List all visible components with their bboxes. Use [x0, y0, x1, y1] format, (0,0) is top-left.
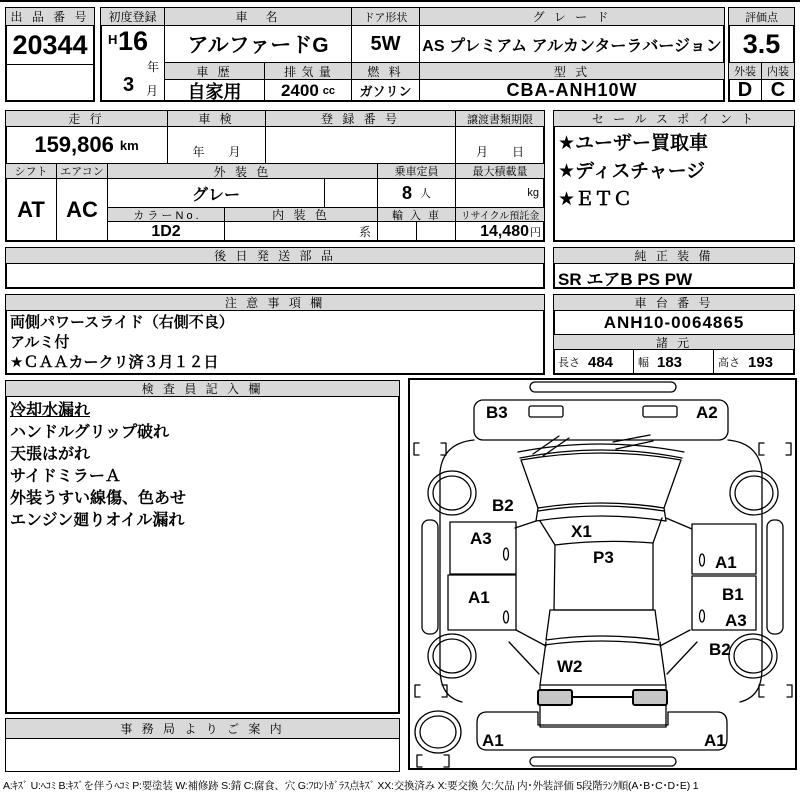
model-label: 型 式 — [419, 62, 725, 80]
max-load-value: kg — [455, 178, 545, 208]
dim-length-label: 長さ — [558, 357, 580, 369]
rear-garnish-strip — [530, 757, 676, 766]
panel-label-left-front-door: A3 — [470, 529, 492, 548]
transfer-value: 月 日 — [455, 126, 545, 164]
model-value: CBA-ANH10W — [419, 79, 725, 102]
door-label: ドア形状 — [351, 7, 420, 26]
mileage-unit: km — [119, 137, 139, 153]
front-garnish-strip — [530, 382, 676, 392]
first-reg-month: 3 — [123, 74, 135, 96]
aircon-value: AC — [56, 178, 108, 242]
panel-label-left-rear-door: A1 — [468, 588, 490, 607]
chassis-value: ANH10-0064865 — [553, 310, 795, 335]
wheel-front-left — [428, 471, 476, 515]
mileage-value — [5, 126, 168, 164]
running-board-left — [422, 520, 438, 634]
inspector-line: サイドミラーＡ — [10, 468, 121, 485]
inspection-value: 年 月 — [167, 126, 266, 164]
panel-label-right-front-door: A1 — [715, 553, 737, 572]
note-line: ★ＣＡＡカークリ済３月１２日 — [10, 354, 219, 371]
inspector-lines — [10, 400, 395, 532]
panel-label-left-fender: B2 — [492, 496, 514, 515]
history-value: 自家用 — [164, 79, 265, 102]
ext-color-sub-cell — [324, 178, 378, 208]
dim-width — [633, 349, 714, 375]
notes-label: 注 意 事 項 欄 — [5, 294, 545, 311]
rear-window — [546, 610, 659, 640]
inspector-line: 天張はがれ — [10, 446, 91, 463]
panel-label-rear-bumper-right: A1 — [704, 731, 726, 750]
inspector-line: エンジン廻りオイル漏れ — [10, 512, 185, 529]
int-color-label: 内 装 色 — [224, 207, 378, 222]
ext-color-value: グレー — [107, 178, 325, 208]
office-label: 事 務 局 よ り ご 案 内 — [5, 718, 400, 739]
car-name-value: アルファードG — [164, 25, 352, 63]
mileage-label: 走 行 — [5, 110, 168, 127]
sales-points-list — [558, 130, 792, 214]
ext-color-label: 外 装 色 — [107, 163, 378, 179]
displacement-value — [264, 79, 352, 102]
wheel-rear-left — [428, 634, 476, 678]
note-line: アルミ付 — [10, 334, 70, 351]
grade-value: AS プレミアム アルカンターラバージョン — [419, 25, 725, 63]
capacity-label: 乗車定員 — [377, 163, 456, 179]
equipment-label: 純 正 装 備 — [553, 247, 795, 264]
shift-label: シフト — [5, 163, 57, 179]
interior-grade-label: 内装 — [761, 62, 795, 80]
fuel-value: ガソリン — [351, 79, 420, 102]
interior-grade-value: C — [761, 79, 795, 102]
door-value: 5W — [351, 25, 420, 63]
color-no-value: 1D2 — [107, 221, 225, 242]
reg-number-value — [265, 126, 456, 164]
panel-label-rear-bumper-left: A1 — [482, 731, 504, 750]
recycle-unit: 円 — [530, 226, 541, 239]
first-reg-cell — [100, 25, 165, 102]
panel-label-right-rear-fender: B2 — [709, 640, 731, 659]
exterior-grade-label: 外装 — [728, 62, 762, 80]
first-reg-era: H — [108, 32, 118, 47]
wheel-front-right — [730, 471, 778, 515]
panel-label-front-right: A2 — [696, 403, 718, 422]
first-reg-year: 16 — [118, 26, 149, 56]
running-board-right — [767, 520, 783, 634]
panel-label-right-rear-door-lower: A3 — [725, 611, 747, 630]
fuel-label: 燃 料 — [351, 62, 420, 80]
color-no-label: カ ラ ー N o . — [107, 207, 225, 222]
inspection-label: 車 検 — [167, 110, 266, 127]
front-bumper-panel — [474, 400, 728, 440]
body-side-lines — [440, 440, 762, 702]
panel-label-tailgate: W2 — [557, 657, 583, 676]
history-label: 車 歴 — [164, 62, 265, 80]
shift-value: AT — [5, 178, 57, 242]
import-label: 輸 入 車 — [377, 207, 456, 222]
inspector-line: ハンドルグリップ破れ — [10, 424, 170, 441]
capacity-unit: 人 — [420, 188, 431, 200]
recycle-number: 14,480 — [480, 222, 529, 240]
chassis-label: 車 台 番 号 — [553, 294, 795, 311]
notes-lines — [10, 313, 540, 373]
capacity-number: 8 — [401, 182, 412, 203]
car-name-label: 車 名 — [164, 7, 352, 26]
first-reg-year-unit: 年 — [146, 60, 159, 74]
dim-height-label: 高さ — [718, 357, 740, 369]
dim-length-value: 484 — [588, 353, 614, 371]
dim-height-value: 193 — [748, 353, 774, 371]
exterior-grade-value: D — [728, 79, 762, 102]
panel-label-cowl: X1 — [571, 522, 592, 541]
import-cell-2 — [416, 221, 456, 242]
headlight-right — [643, 406, 677, 417]
wiper-lines — [518, 435, 684, 458]
equipment-value: SR エアB PS PW — [558, 270, 693, 289]
displacement-unit: cc — [322, 84, 336, 97]
spec-label: 諸 元 — [553, 334, 795, 350]
panel-label-right-rear-door: B1 — [722, 585, 744, 604]
dim-width-label: 幅 — [638, 357, 649, 369]
cowl-lines — [515, 506, 692, 545]
spare-tire — [415, 711, 461, 753]
headlight-left — [529, 406, 563, 417]
transfer-label: 譲渡書類期限 — [455, 110, 545, 127]
import-cell-1 — [377, 221, 417, 242]
capacity-value — [377, 178, 456, 208]
rear-window-lower-line — [544, 641, 660, 645]
later-parts-label: 後 日 発 送 部 品 — [5, 247, 545, 264]
rear-bumper — [477, 712, 727, 750]
recycle-label: リサイクル預託金 — [455, 207, 545, 222]
recycle-value — [455, 221, 545, 242]
note-line: 両側パワースライド（右側不良） — [10, 314, 234, 331]
inspector-line: 冷却水漏れ — [10, 402, 91, 419]
displacement-number: 2400 — [280, 80, 319, 100]
displacement-label: 排 気 量 — [264, 62, 352, 80]
sales-point-item: ★ユーザー買取車 — [558, 133, 709, 154]
wheel-rear-right — [729, 634, 777, 678]
int-color-value: 系 — [224, 221, 378, 242]
dim-height — [713, 349, 795, 375]
grade-label: グ レ ー ド — [419, 7, 725, 26]
score-label: 評価点 — [728, 7, 795, 26]
taillight-right — [633, 690, 667, 705]
lot-number-label: 出 品 番 号 — [5, 7, 95, 26]
damage-diagram-box — [408, 378, 797, 770]
dim-width-value: 183 — [657, 353, 683, 371]
inspector-line: 外装うすい線傷、色あせ — [10, 490, 187, 507]
lot-number-value: 20344 — [5, 25, 95, 65]
reg-number-label: 登 録 番 号 — [265, 110, 456, 127]
score-value: 3.5 — [728, 25, 795, 63]
aircon-label: エアコン — [56, 163, 108, 179]
dim-length — [553, 349, 634, 375]
first-reg-month-unit: 月 — [145, 84, 158, 98]
sales-points-label: セ ー ル ス ポ イ ン ト — [553, 110, 795, 127]
mileage-number: 159,806 — [34, 132, 114, 157]
sales-point-item: ★ＥＴＣ — [558, 189, 633, 210]
taillight-left — [538, 690, 572, 705]
windshield — [521, 453, 681, 508]
panel-label-front-left: B3 — [486, 403, 508, 422]
car-top-view-diagram — [410, 380, 795, 768]
panel-label-roof: P3 — [593, 548, 614, 567]
max-load-label: 最大積載量 — [455, 163, 545, 179]
first-reg-label: 初度登録 — [100, 7, 165, 26]
inspector-label: 検 査 員 記 入 欄 — [5, 380, 400, 397]
damage-code-legend: A:ｷｽﾞ U:ﾍｺﾐ B:ｷｽﾞを伴うﾍｺﾐ P:要塗装 W:補修跡 S:錆 C:腐食、穴 G:ﾌﾛﾝﾄｶﾞﾗｽ点ｷｽﾞ XX:交換済み X:要交換 欠:欠品 内･外装評価 5段階ﾗﾝｸ順(A･B･C･D･E) 1 — [3, 780, 699, 792]
sales-point-item: ★ディスチャージ — [558, 161, 706, 182]
